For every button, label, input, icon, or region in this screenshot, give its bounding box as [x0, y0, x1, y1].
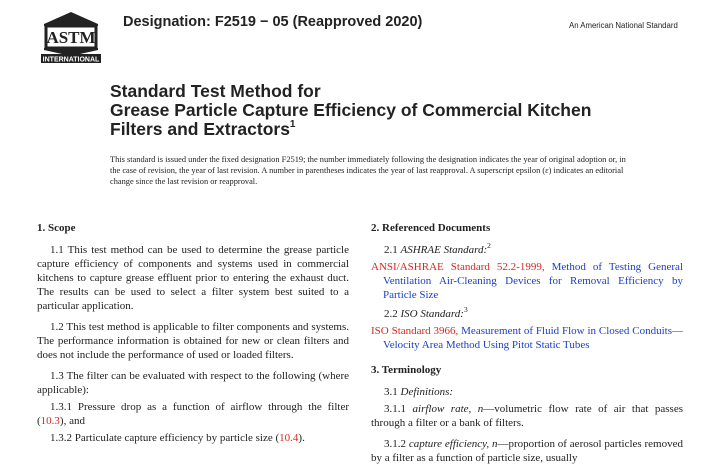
paragraph-3-1-1: 3.1.1 airflow rate, n—volumetric flow rate of air that passes through a filter or a bank of filters. [371, 403, 684, 429]
link-ashrae-title[interactable]: Method of Testing General Ventilation Air-Cleaning Devices for Removal Efficiency by Particle Size [383, 261, 683, 301]
paragraph-3-1-2: 3.1.2 capture efficiency, n—proportion of aerosol particles removed by a filter as a function of particle size, usually [371, 438, 683, 464]
title-line-1: Standard Test Method for [110, 81, 321, 101]
section-heading-terminology: 3. Terminology [371, 364, 442, 376]
title-line-3-text: Filters and Extractors [110, 119, 290, 139]
title-footnote-mark[interactable]: 1 [289, 119, 296, 130]
svg-text:INTERNATIONAL: INTERNATIONAL [42, 56, 100, 64]
paragraph-2-2: 2.2 ISO Standard:$^3$ [384, 305, 468, 320]
link-ashrae-code[interactable]: ANSI/ASHRAE Standard 52.2-1999, [371, 261, 545, 273]
right-column [371, 221, 683, 472]
link-iso-code[interactable]: ISO Standard 3966, [371, 325, 459, 337]
paragraph-3-1: 3.1 Definitions: [384, 386, 454, 398]
ref-iso [371, 324, 683, 352]
paragraph-2-1: 2.1 ASHRAE Standard:$^2$ [384, 241, 491, 256]
footnote-mark-2[interactable]: 2 [487, 241, 491, 250]
left-column [37, 221, 349, 448]
link-iso-title[interactable]: Measurement of Fluid Flow in Closed Conduits—Velocity Area Method Using Pitot Static Tubes [383, 325, 684, 351]
paragraph-1-2: 1.2 This test method is applicable to filter components and systems. The performance information is obtained for new or clean filters and does not include the performance of used or loaded filters. [37, 321, 349, 361]
section-heading-scope: 1. Scope [37, 222, 76, 234]
astm-logo [40, 10, 102, 64]
title-line-2: Grease Particle Capture Efficiency of Commercial Kitchen [110, 100, 592, 120]
link-10-3[interactable]: 10.3 [40, 415, 60, 427]
footnote-mark-3[interactable]: 3 [463, 305, 468, 314]
ref-ashrae [371, 260, 683, 302]
svg-text:ASTM: ASTM [46, 28, 96, 47]
national-standard-label: An American National Standard [569, 21, 678, 30]
paragraph-1-3-1: 1.3.1 Pressure drop as a function of airflow through the filter (10.3), and [37, 401, 349, 427]
link-10-4[interactable]: 10.4 [279, 432, 299, 444]
title-line-3 [110, 120, 670, 139]
paragraph-1-1: 1.1 This test method can be used to determine the grease particle capture efficiency of components and systems used in commercial kitchens to capture grease effluent prior to entering the exhaust duct. The results can be used to select a filter system best suited to a particular application. [37, 244, 349, 312]
paragraph-1-3: 1.3 The filter can be evaluated with respect to the following (where applicable): [37, 370, 349, 396]
section-heading-referenced-documents: 2. Referenced Documents [371, 222, 491, 234]
designation: Designation: F2519 − 05 (Reapproved 2020) [123, 14, 423, 30]
paragraph-1-3-2: 1.3.2 Particulate capture efficiency by particle size (10.4). [50, 432, 305, 444]
standard-notice: This standard is issued under the fixed designation F2519; the number immediately following the designation indicates the year of original adoption or, in the case of revision, the year of last revision. A number in parentheses indicates the year of last reapproval. A superscript epsilon (ε) indicates an editorial change since the last revision or reapproval. [110, 155, 626, 186]
document-title [110, 82, 670, 139]
